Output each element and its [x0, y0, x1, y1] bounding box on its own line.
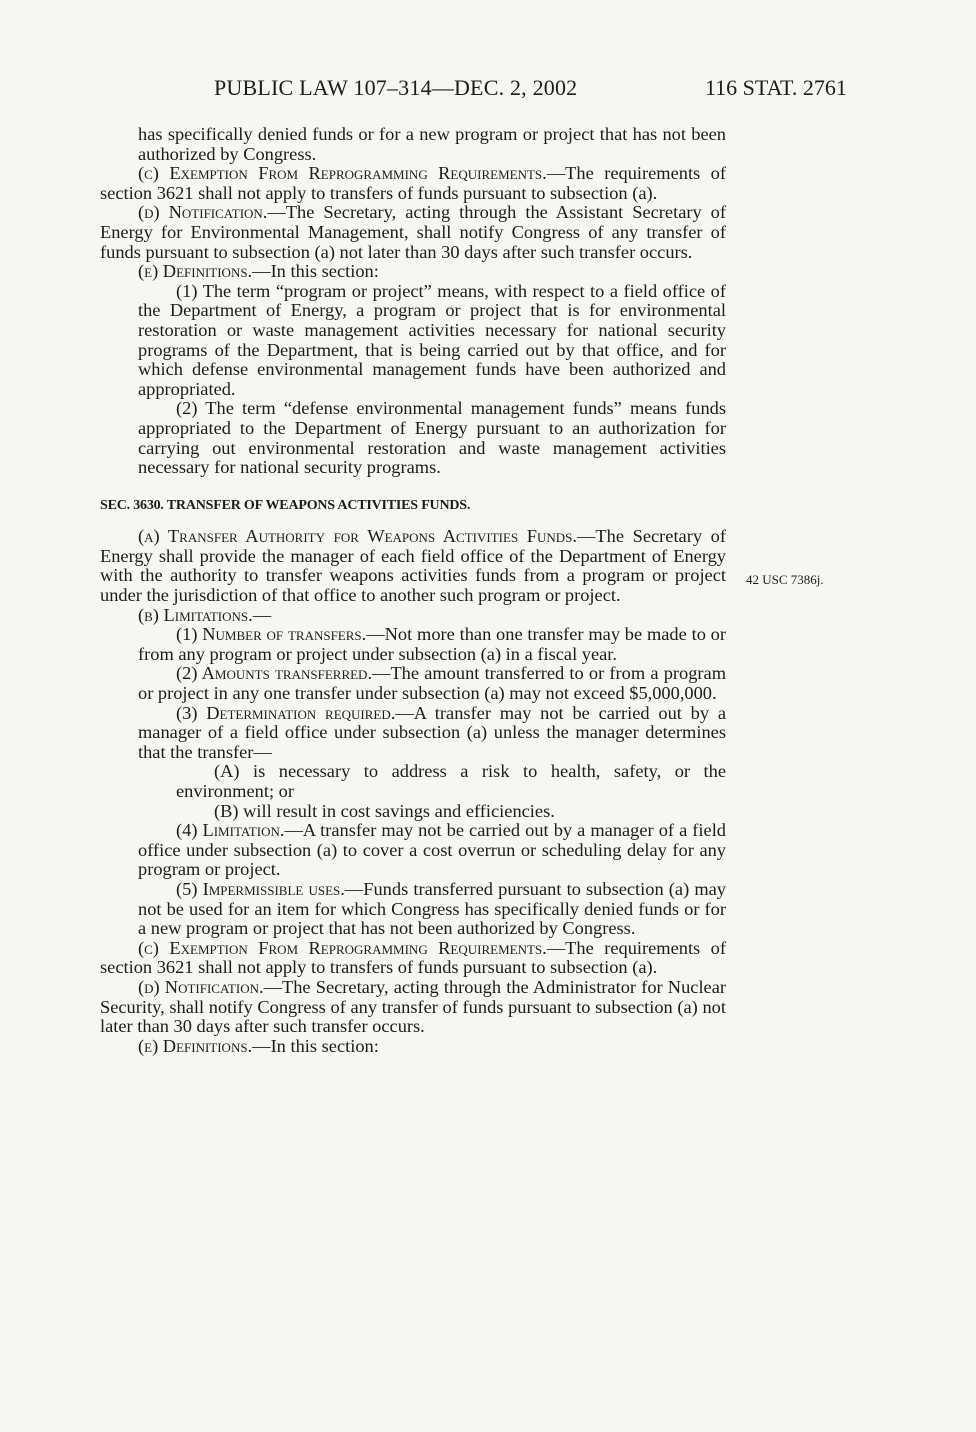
paragraph-heading: (c) Exemption From Reprogramming Requirements. [138, 163, 547, 184]
paragraph-text: —The Secretary of Energy shall provide the manager of each field office of the Department of Energy with the authority to transfer weapons activities funds from a program or project under the jurisdiction of that office to another such program or project. [100, 526, 726, 606]
paragraph-text: —A transfer may not be carried out by a manager of a field office under subsection (a) to cover a cost overrun or scheduling delay for any program or project. [138, 820, 726, 880]
paragraph-heading: (e) Definitions. [138, 1035, 253, 1056]
paragraph-text: —The Secretary, acting through the Administrator for Nuclear Security, shall notify Congress of any transfer of funds pursuant to subsection (a) not later than 30 days after such transfer occurs. [100, 976, 727, 1037]
paragraph [100, 262, 726, 282]
paragraph: (2) The term “defense environmental management funds” means funds appropriated to the Department of Energy pursuant to an authorization for carrying out environmental restoration and waste management activities necessary for national security programs. [138, 398, 726, 478]
paragraph-heading: (5) Impermissible uses. [176, 878, 345, 899]
paragraph [100, 821, 726, 880]
paragraph-text: —The Secretary, acting through the Assistant Secretary of Energy for Environmental Management, shall notify Congress of any transfer of funds pursuant to subsection (a) not later than 30 days after such transfer occurs. [100, 202, 726, 262]
paragraph: (1) The term “program or project” means, with respect to a field office of the Department of Energy, a program or project that is for environmental restoration or waste management activities necessary for national security programs of the Department, that is being carried out by that office, and for which defense environmental management funds have been authorized and appropriated. [138, 280, 726, 399]
paragraph: (A) is necessary to address a risk to health, safety, or the environment; or [176, 761, 726, 801]
paragraph [100, 1037, 726, 1057]
paragraph-heading: (c) Exemption From Reprogramming Requirements. [138, 937, 547, 958]
margin-citation: 42 USC 7386j. [746, 572, 824, 587]
paragraph-text: —Not more than one transfer may be made to or from any program or project under subsection (a) in a fiscal year. [138, 624, 726, 664]
paragraph-heading: (4) Limitation. [176, 820, 285, 841]
paragraph-heading: (1) Number of transfers. [176, 624, 367, 645]
paragraph [100, 939, 726, 978]
paragraph-heading: (2) Amounts transferred. [176, 663, 373, 684]
paragraph: (B) will result in cost savings and efficiencies. [214, 800, 555, 821]
paragraph-heading: (e) Definitions. [138, 261, 253, 282]
paragraph-text: —The requirements of section 3621 shall not apply to transfers of funds pursuant to subsection (a). [100, 163, 726, 203]
paragraph-heading: (3) Determination required. [176, 702, 396, 723]
paragraph [100, 704, 726, 763]
paragraph-heading: (d) Notification. [138, 976, 264, 997]
paragraph: has specifically denied funds or for a new program or project that has not been authorized by Congress. [138, 124, 726, 164]
section-heading: SEC. 3630. TRANSFER OF WEAPONS ACTIVITIES FUNDS. [100, 497, 471, 513]
paragraph-heading: (d) Notification. [138, 202, 268, 223]
paragraph [100, 164, 726, 203]
paragraph [100, 606, 726, 626]
running-header-title: PUBLIC LAW 107–314—DEC. 2, 2002 [214, 75, 578, 100]
running-header-page: 116 STAT. 2761 [705, 75, 847, 100]
paragraph-heading: (a) Transfer Authority for Weapons Activities Funds. [138, 526, 577, 547]
paragraph [100, 203, 726, 262]
paragraph-text: —A transfer may not be carried out by a manager of a field office under subsection (a) unless the manager determines that the transfer— [138, 702, 726, 762]
document-body [100, 125, 726, 1056]
paragraph-text: —In this section: [252, 1035, 379, 1056]
paragraph [100, 625, 726, 664]
paragraph-text: —The requirements of section 3621 shall not apply to transfers of funds pursuant to subsection (a). [100, 937, 726, 978]
paragraph [100, 880, 726, 939]
paragraph-text: —In this section: [252, 261, 379, 282]
paragraph [100, 664, 726, 703]
paragraph-heading: (b) Limitations. [138, 604, 253, 625]
paragraph [100, 527, 726, 605]
paragraph-text: —Funds transferred pursuant to subsection (a) may not be used for an item for which Congress has specifically denied funds or for a new program or project that has not been authorized by Congress. [138, 878, 727, 939]
paragraph-text: — [252, 604, 272, 625]
paragraph [100, 978, 726, 1037]
paragraph-text: —The amount transferred to or from a program or project in any one transfer under subsection (a) may not exceed $5,000,000. [138, 663, 726, 704]
